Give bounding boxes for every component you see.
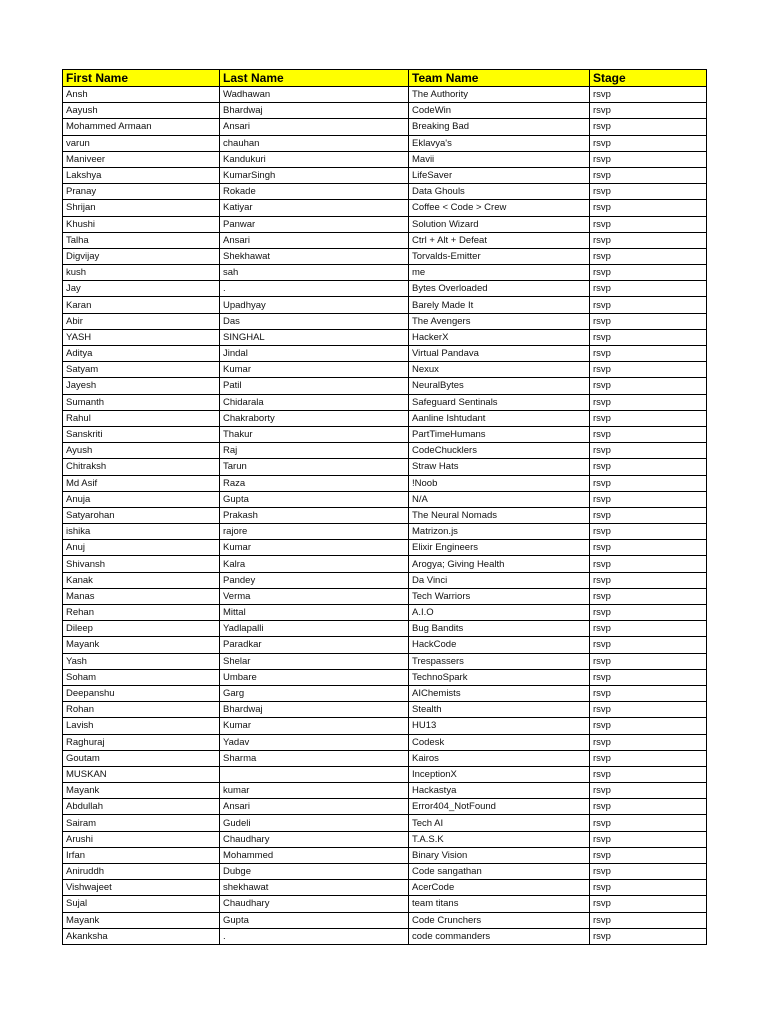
first-name-cell: Md Asif bbox=[63, 475, 220, 491]
table-row bbox=[63, 718, 707, 734]
stage-cell: rsvp bbox=[590, 346, 707, 362]
last-name-cell: Verma bbox=[220, 588, 409, 604]
team-name-cell: team titans bbox=[409, 896, 590, 912]
last-name-cell: Kandukuri bbox=[220, 151, 409, 167]
stage-cell: rsvp bbox=[590, 718, 707, 734]
table-row bbox=[63, 734, 707, 750]
team-name-cell: Mavii bbox=[409, 151, 590, 167]
first-name-cell: varun bbox=[63, 135, 220, 151]
team-name-cell: Safeguard Sentinals bbox=[409, 394, 590, 410]
team-name-cell: Binary Vision bbox=[409, 847, 590, 863]
first-name-cell: Ayush bbox=[63, 443, 220, 459]
stage-cell: rsvp bbox=[590, 653, 707, 669]
stage-cell: rsvp bbox=[590, 297, 707, 313]
first-name-cell: Irfan bbox=[63, 847, 220, 863]
last-name-cell: Chidarala bbox=[220, 394, 409, 410]
first-name-cell: Lakshya bbox=[63, 167, 220, 183]
stage-cell: rsvp bbox=[590, 248, 707, 264]
last-name-cell: Dubge bbox=[220, 864, 409, 880]
last-name-cell: Upadhyay bbox=[220, 297, 409, 313]
table-row bbox=[63, 621, 707, 637]
team-name-cell: InceptionX bbox=[409, 766, 590, 782]
first-name-cell: Abir bbox=[63, 313, 220, 329]
last-name-cell: Paradkar bbox=[220, 637, 409, 653]
table-row bbox=[63, 588, 707, 604]
stage-cell: rsvp bbox=[590, 443, 707, 459]
participants-table bbox=[62, 69, 707, 945]
stage-cell: rsvp bbox=[590, 394, 707, 410]
team-name-cell: Error404_NotFound bbox=[409, 799, 590, 815]
table-row bbox=[63, 831, 707, 847]
stage-cell: rsvp bbox=[590, 605, 707, 621]
last-name-cell: Thakur bbox=[220, 426, 409, 442]
last-name-cell: kumar bbox=[220, 783, 409, 799]
stage-cell: rsvp bbox=[590, 524, 707, 540]
first-name-cell: Jayesh bbox=[63, 378, 220, 394]
table-row bbox=[63, 928, 707, 944]
stage-cell: rsvp bbox=[590, 459, 707, 475]
stage-cell: rsvp bbox=[590, 766, 707, 782]
first-name-cell: ishika bbox=[63, 524, 220, 540]
team-name-cell: Data Ghouls bbox=[409, 184, 590, 200]
table-row bbox=[63, 685, 707, 701]
table-row bbox=[63, 426, 707, 442]
team-name-cell: Aanline Ishtudant bbox=[409, 410, 590, 426]
first-name-cell: Arushi bbox=[63, 831, 220, 847]
table-row bbox=[63, 847, 707, 863]
last-name-cell: Ansari bbox=[220, 119, 409, 135]
last-name-cell: Yadav bbox=[220, 734, 409, 750]
last-name-cell: KumarSingh bbox=[220, 167, 409, 183]
first-name-cell: Sairam bbox=[63, 815, 220, 831]
last-name-cell: . bbox=[220, 281, 409, 297]
first-name-cell: Talha bbox=[63, 232, 220, 248]
table-row bbox=[63, 135, 707, 151]
stage-cell: rsvp bbox=[590, 265, 707, 281]
table-row bbox=[63, 184, 707, 200]
table-row bbox=[63, 475, 707, 491]
team-name-cell: HackerX bbox=[409, 329, 590, 345]
last-name-cell: Bhardwaj bbox=[220, 103, 409, 119]
stage-cell: rsvp bbox=[590, 216, 707, 232]
team-name-cell: The Neural Nomads bbox=[409, 507, 590, 523]
team-name-cell: Straw Hats bbox=[409, 459, 590, 475]
stage-cell: rsvp bbox=[590, 750, 707, 766]
first-name-cell: Mayank bbox=[63, 912, 220, 928]
team-name-cell: The Authority bbox=[409, 87, 590, 103]
table-row bbox=[63, 200, 707, 216]
first-name-cell: Mohammed Armaan bbox=[63, 119, 220, 135]
team-name-cell: TechnoSpark bbox=[409, 669, 590, 685]
first-name-cell: Satyarohan bbox=[63, 507, 220, 523]
first-name-cell: Manas bbox=[63, 588, 220, 604]
table-row bbox=[63, 799, 707, 815]
stage-cell: rsvp bbox=[590, 815, 707, 831]
stage-cell: rsvp bbox=[590, 200, 707, 216]
stage-cell: rsvp bbox=[590, 799, 707, 815]
team-name-cell: Torvalds-Emitter bbox=[409, 248, 590, 264]
stage-cell: rsvp bbox=[590, 912, 707, 928]
stage-cell: rsvp bbox=[590, 637, 707, 653]
team-name-cell: Eklavya's bbox=[409, 135, 590, 151]
table-row bbox=[63, 637, 707, 653]
table-row bbox=[63, 783, 707, 799]
stage-cell: rsvp bbox=[590, 621, 707, 637]
last-name-cell: Kalra bbox=[220, 556, 409, 572]
stage-cell: rsvp bbox=[590, 135, 707, 151]
last-name-cell: Kumar bbox=[220, 718, 409, 734]
team-name-cell: N/A bbox=[409, 491, 590, 507]
table-row bbox=[63, 313, 707, 329]
first-name-cell: Deepanshu bbox=[63, 685, 220, 701]
team-name-cell: CodeWin bbox=[409, 103, 590, 119]
first-name-cell: kush bbox=[63, 265, 220, 281]
last-name-cell: Shelar bbox=[220, 653, 409, 669]
stage-cell: rsvp bbox=[590, 896, 707, 912]
team-name-cell: Tech Warriors bbox=[409, 588, 590, 604]
table-row bbox=[63, 329, 707, 345]
team-name-cell: code commanders bbox=[409, 928, 590, 944]
last-name-cell: Mittal bbox=[220, 605, 409, 621]
first-name-cell: Sujal bbox=[63, 896, 220, 912]
table-row bbox=[63, 669, 707, 685]
team-name-cell: Nexux bbox=[409, 362, 590, 378]
stage-cell: rsvp bbox=[590, 362, 707, 378]
team-name-cell: Kairos bbox=[409, 750, 590, 766]
team-name-cell: NeuralBytes bbox=[409, 378, 590, 394]
first-name-cell: Ansh bbox=[63, 87, 220, 103]
first-name-cell: Chitraksh bbox=[63, 459, 220, 475]
last-name-cell: sah bbox=[220, 265, 409, 281]
stage-cell: rsvp bbox=[590, 783, 707, 799]
team-name-cell: Bug Bandits bbox=[409, 621, 590, 637]
table-row bbox=[63, 410, 707, 426]
last-name-cell: Gupta bbox=[220, 491, 409, 507]
last-name-cell: Rokade bbox=[220, 184, 409, 200]
table-row bbox=[63, 119, 707, 135]
table-row bbox=[63, 265, 707, 281]
team-name-cell: Matrizon.js bbox=[409, 524, 590, 540]
table-row bbox=[63, 702, 707, 718]
header-row bbox=[63, 70, 707, 87]
table-row bbox=[63, 653, 707, 669]
team-name-cell: Da Vinci bbox=[409, 572, 590, 588]
last-name-cell: Das bbox=[220, 313, 409, 329]
first-name-cell: Anuja bbox=[63, 491, 220, 507]
table-row bbox=[63, 297, 707, 313]
stage-cell: rsvp bbox=[590, 329, 707, 345]
team-name-cell: AIChemists bbox=[409, 685, 590, 701]
stage-cell: rsvp bbox=[590, 151, 707, 167]
first-name-cell: YASH bbox=[63, 329, 220, 345]
last-name-cell: Prakash bbox=[220, 507, 409, 523]
table-row bbox=[63, 540, 707, 556]
first-name-cell: Maniveer bbox=[63, 151, 220, 167]
stage-cell: rsvp bbox=[590, 119, 707, 135]
stage-cell: rsvp bbox=[590, 167, 707, 183]
first-name-cell: Akanksha bbox=[63, 928, 220, 944]
header-team-name: Team Name bbox=[409, 70, 590, 87]
first-name-cell: Aniruddh bbox=[63, 864, 220, 880]
team-name-cell: Codesk bbox=[409, 734, 590, 750]
table-row bbox=[63, 459, 707, 475]
first-name-cell: MUSKAN bbox=[63, 766, 220, 782]
last-name-cell: Garg bbox=[220, 685, 409, 701]
last-name-cell: Pandey bbox=[220, 572, 409, 588]
table-row bbox=[63, 87, 707, 103]
first-name-cell: Soham bbox=[63, 669, 220, 685]
table-row bbox=[63, 281, 707, 297]
last-name-cell: Tarun bbox=[220, 459, 409, 475]
last-name-cell: Patil bbox=[220, 378, 409, 394]
stage-cell: rsvp bbox=[590, 87, 707, 103]
team-name-cell: Bytes Overloaded bbox=[409, 281, 590, 297]
last-name-cell: Gudeli bbox=[220, 815, 409, 831]
team-name-cell: PartTimeHumans bbox=[409, 426, 590, 442]
header-last-name: Last Name bbox=[220, 70, 409, 87]
team-name-cell: A.I.O bbox=[409, 605, 590, 621]
first-name-cell: Jay bbox=[63, 281, 220, 297]
first-name-cell: Raghuraj bbox=[63, 734, 220, 750]
first-name-cell: Rahul bbox=[63, 410, 220, 426]
stage-cell: rsvp bbox=[590, 685, 707, 701]
last-name-cell: Kumar bbox=[220, 362, 409, 378]
first-name-cell: Rehan bbox=[63, 605, 220, 621]
team-name-cell: CodeChucklers bbox=[409, 443, 590, 459]
team-name-cell: LifeSaver bbox=[409, 167, 590, 183]
first-name-cell: Sanskriti bbox=[63, 426, 220, 442]
table-row bbox=[63, 362, 707, 378]
last-name-cell: Shekhawat bbox=[220, 248, 409, 264]
last-name-cell: Chaudhary bbox=[220, 896, 409, 912]
table-row bbox=[63, 815, 707, 831]
stage-cell: rsvp bbox=[590, 426, 707, 442]
last-name-cell: Raza bbox=[220, 475, 409, 491]
first-name-cell: Goutam bbox=[63, 750, 220, 766]
first-name-cell: Shivansh bbox=[63, 556, 220, 572]
table-row bbox=[63, 346, 707, 362]
first-name-cell: Kanak bbox=[63, 572, 220, 588]
table-row bbox=[63, 103, 707, 119]
first-name-cell: Karan bbox=[63, 297, 220, 313]
table-row bbox=[63, 572, 707, 588]
stage-cell: rsvp bbox=[590, 588, 707, 604]
stage-cell: rsvp bbox=[590, 669, 707, 685]
last-name-cell: Mohammed bbox=[220, 847, 409, 863]
stage-cell: rsvp bbox=[590, 540, 707, 556]
last-name-cell: Umbare bbox=[220, 669, 409, 685]
table-row bbox=[63, 167, 707, 183]
table-row bbox=[63, 248, 707, 264]
table-row bbox=[63, 216, 707, 232]
last-name-cell: Raj bbox=[220, 443, 409, 459]
table-row bbox=[63, 378, 707, 394]
stage-cell: rsvp bbox=[590, 928, 707, 944]
team-name-cell: Hackastya bbox=[409, 783, 590, 799]
last-name-cell: Kumar bbox=[220, 540, 409, 556]
stage-cell: rsvp bbox=[590, 475, 707, 491]
stage-cell: rsvp bbox=[590, 507, 707, 523]
team-name-cell: Barely Made It bbox=[409, 297, 590, 313]
team-name-cell: AcerCode bbox=[409, 880, 590, 896]
team-name-cell: Coffee < Code > Crew bbox=[409, 200, 590, 216]
stage-cell: rsvp bbox=[590, 864, 707, 880]
team-name-cell: !Noob bbox=[409, 475, 590, 491]
table-row bbox=[63, 151, 707, 167]
team-name-cell: HU13 bbox=[409, 718, 590, 734]
first-name-cell: Sumanth bbox=[63, 394, 220, 410]
last-name-cell: Katiyar bbox=[220, 200, 409, 216]
stage-cell: rsvp bbox=[590, 702, 707, 718]
table-row bbox=[63, 491, 707, 507]
stage-cell: rsvp bbox=[590, 184, 707, 200]
first-name-cell: Mayank bbox=[63, 783, 220, 799]
first-name-cell: Lavish bbox=[63, 718, 220, 734]
table-row bbox=[63, 556, 707, 572]
first-name-cell: Yash bbox=[63, 653, 220, 669]
stage-cell: rsvp bbox=[590, 410, 707, 426]
team-name-cell: Elixir Engineers bbox=[409, 540, 590, 556]
stage-cell: rsvp bbox=[590, 103, 707, 119]
stage-cell: rsvp bbox=[590, 847, 707, 863]
table-row bbox=[63, 232, 707, 248]
first-name-cell: Satyam bbox=[63, 362, 220, 378]
table-row bbox=[63, 766, 707, 782]
first-name-cell: Pranay bbox=[63, 184, 220, 200]
team-name-cell: HackCode bbox=[409, 637, 590, 653]
team-name-cell: T.A.S.K bbox=[409, 831, 590, 847]
first-name-cell: Abdullah bbox=[63, 799, 220, 815]
last-name-cell: Ansari bbox=[220, 232, 409, 248]
last-name-cell: SINGHAL bbox=[220, 329, 409, 345]
last-name-cell: shekhawat bbox=[220, 880, 409, 896]
team-name-cell: Arogya; Giving Health bbox=[409, 556, 590, 572]
stage-cell: rsvp bbox=[590, 491, 707, 507]
last-name-cell: chauhan bbox=[220, 135, 409, 151]
team-name-cell: Trespassers bbox=[409, 653, 590, 669]
team-name-cell: Code Crunchers bbox=[409, 912, 590, 928]
team-name-cell: The Avengers bbox=[409, 313, 590, 329]
stage-cell: rsvp bbox=[590, 880, 707, 896]
table-row bbox=[63, 750, 707, 766]
last-name-cell: Gupta bbox=[220, 912, 409, 928]
team-name-cell: Tech AI bbox=[409, 815, 590, 831]
stage-cell: rsvp bbox=[590, 734, 707, 750]
table-row bbox=[63, 605, 707, 621]
last-name-cell: Chaudhary bbox=[220, 831, 409, 847]
first-name-cell: Dileep bbox=[63, 621, 220, 637]
team-name-cell: me bbox=[409, 265, 590, 281]
last-name-cell: Wadhawan bbox=[220, 87, 409, 103]
last-name-cell: Bhardwaj bbox=[220, 702, 409, 718]
first-name-cell: Aditya bbox=[63, 346, 220, 362]
stage-cell: rsvp bbox=[590, 572, 707, 588]
table-row bbox=[63, 880, 707, 896]
first-name-cell: Anuj bbox=[63, 540, 220, 556]
last-name-cell: Sharma bbox=[220, 750, 409, 766]
last-name-cell: Yadlapalli bbox=[220, 621, 409, 637]
first-name-cell: Rohan bbox=[63, 702, 220, 718]
stage-cell: rsvp bbox=[590, 232, 707, 248]
table-row bbox=[63, 443, 707, 459]
team-name-cell: Breaking Bad bbox=[409, 119, 590, 135]
last-name-cell: . bbox=[220, 928, 409, 944]
table-row bbox=[63, 864, 707, 880]
stage-cell: rsvp bbox=[590, 831, 707, 847]
last-name-cell: Chakraborty bbox=[220, 410, 409, 426]
stage-cell: rsvp bbox=[590, 556, 707, 572]
table-row bbox=[63, 507, 707, 523]
table-row bbox=[63, 912, 707, 928]
header-first-name: First Name bbox=[63, 70, 220, 87]
stage-cell: rsvp bbox=[590, 313, 707, 329]
table-row bbox=[63, 896, 707, 912]
team-name-cell: Ctrl + Alt + Defeat bbox=[409, 232, 590, 248]
first-name-cell: Vishwajeet bbox=[63, 880, 220, 896]
first-name-cell: Mayank bbox=[63, 637, 220, 653]
stage-cell: rsvp bbox=[590, 378, 707, 394]
last-name-cell: Jindal bbox=[220, 346, 409, 362]
last-name-cell: Ansari bbox=[220, 799, 409, 815]
team-name-cell: Stealth bbox=[409, 702, 590, 718]
team-name-cell: Solution Wizard bbox=[409, 216, 590, 232]
last-name-cell: Panwar bbox=[220, 216, 409, 232]
last-name-cell bbox=[220, 766, 409, 782]
table-row bbox=[63, 524, 707, 540]
team-name-cell: Virtual Pandava bbox=[409, 346, 590, 362]
first-name-cell: Khushi bbox=[63, 216, 220, 232]
first-name-cell: Shrijan bbox=[63, 200, 220, 216]
first-name-cell: Aayush bbox=[63, 103, 220, 119]
stage-cell: rsvp bbox=[590, 281, 707, 297]
first-name-cell: Digvijay bbox=[63, 248, 220, 264]
last-name-cell: rajore bbox=[220, 524, 409, 540]
header-stage: Stage bbox=[590, 70, 707, 87]
table-body bbox=[63, 87, 707, 945]
team-name-cell: Code sangathan bbox=[409, 864, 590, 880]
table-row bbox=[63, 394, 707, 410]
